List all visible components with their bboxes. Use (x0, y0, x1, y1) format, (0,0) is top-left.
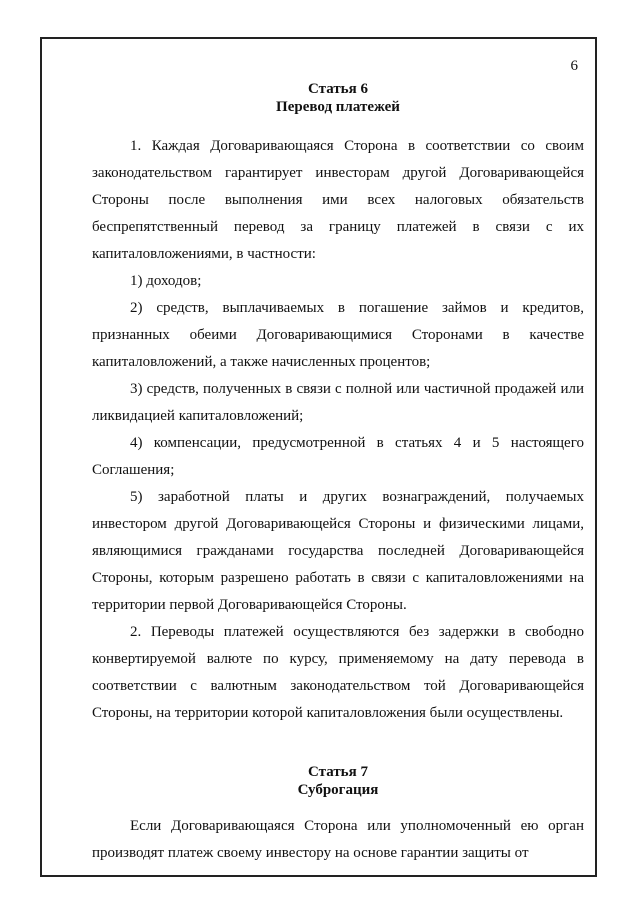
article-6-paragraph: 1) доходов; (130, 273, 202, 289)
page-number: 6 (570, 58, 578, 74)
article-6-subtitle: Перевод платежей (276, 99, 400, 115)
article-spacer (92, 727, 584, 763)
article-7-paragraph: Если Договаривающаяся Сторона или уполномоченный ею орган производят платеж своему инвестору на основе гарантии защиты от (92, 818, 584, 861)
article-6-paragraph: 3) средств, полученных в связи с полной или частичной продажей или ликвидацией капиталовложений; (92, 381, 584, 424)
article-6-paragraph: 5) заработной платы и других вознаграждений, получаемых инвестором другой Договаривающейся Стороны и физическими лицами, являющимися гражданами государства последней Договаривающейся Стороны, которым разрешено работать в связи с капиталовложениями на территории первой Договаривающейся Стороны. (92, 489, 584, 613)
article-6-paragraph: 4) компенсации, предусмотренной в статьях 4 и 5 настоящего Соглашения; (92, 435, 584, 478)
article-7-title: Статья 7 (308, 764, 368, 780)
article-6-title: Статья 6 (308, 81, 368, 97)
article-7-subtitle: Суброгация (297, 782, 379, 798)
article-6-paragraph: 2. Переводы платежей осуществляются без задержки в свободно конвертируемой валюте по курсу, применяемому на дату перевода в соответствии с валютным законодательством той Договаривающейся Стороны, на территории которой капиталовложения были осуществлены. (92, 624, 584, 721)
article-6-paragraph: 1. Каждая Договаривающаяся Сторона в соответствии со своим законодательством гарантирует инвесторам другой Договаривающейся Стороны после выполнения ими всех налоговых обязательств беспрепятственный перевод за границу платежей в связи с их капиталовложениями, в частности: (92, 138, 584, 262)
document-body (92, 80, 584, 867)
article-6-paragraph: 2) средств, выплачиваемых в погашение займов и кредитов, признанных обеими Договаривающимися Сторонами в качестве капиталовложений, а также начисленных процентов; (92, 300, 584, 370)
